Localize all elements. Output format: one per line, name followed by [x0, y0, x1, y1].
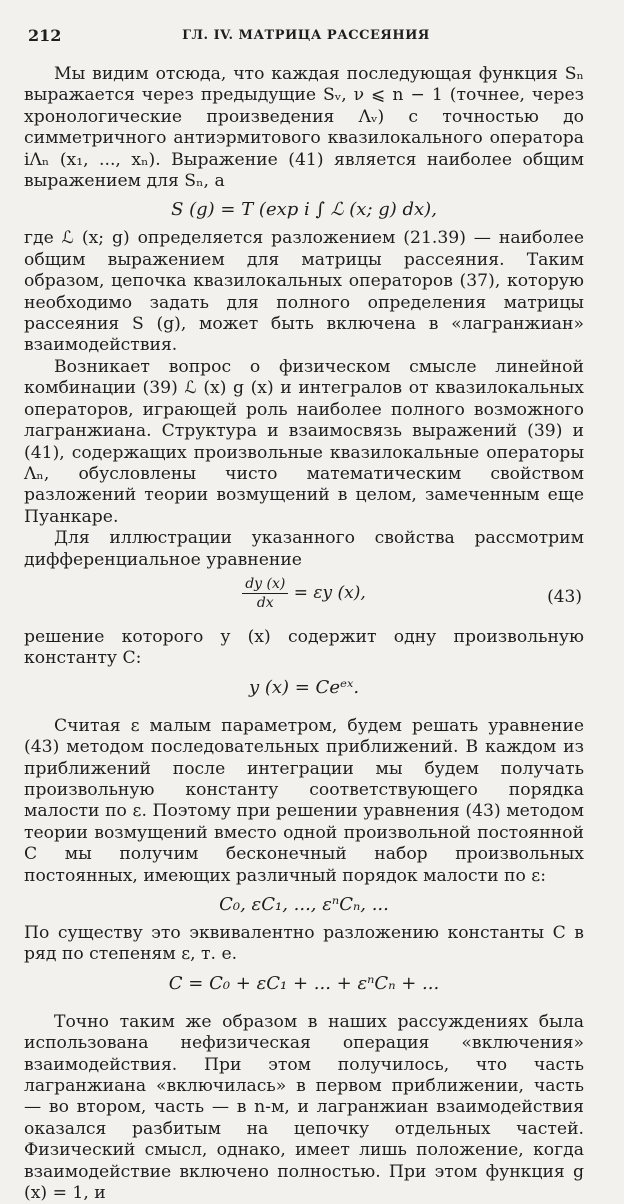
page-header [28, 26, 584, 48]
paragraph: Возникает вопрос о физическом смысле линейной комбинации (39) ℒ (x) g (x) и интегралов от квазилокальных операторов, играющей роль наиболее полного возможного лагранжиана. Структура и взаимосвязь выражений (39) и (41), содержащих произвольные квазилокальные операторы Λₙ, обусловлены чисто математическим свойством разложений теории возмущений в целом, замеченным еще Пуанкаре. [24, 356, 584, 527]
page-body [24, 64, 584, 1204]
paragraph: Точно таким же образом в наших рассуждениях была использована нефизическая операция «включения» взаимодействия. При этом получилось, что часть лагранжиана «включилась» в первом приближении, часть — во втором, часть — в n-м, и лагранжиан взаимодействия оказался разбитым на цепочку отдельных частей. Физический смысл, однако, имеет лишь положение, когда взаимодействие включено полностью. При этом функция g (x) = 1, и [24, 1011, 584, 1204]
paragraph: Считая ε малым параметром, будем решать уравнение (43) методом последовательных приближений. В каждом из приближений после интеграции мы будем получать произвольную константу соответствующего порядка малости по ε. Поэтому при решении уравнения (43) методом теории возмущений вместо одной произвольной постоянной C мы получим бесконечный набор произвольных постоянных, имеющих различный порядок малости по ε: [24, 715, 584, 886]
fraction-numerator: dy (x) [242, 575, 288, 594]
equation-rhs: = εy (x), [288, 582, 366, 603]
paragraph: где ℒ (x; g) определяется разложением (21.39) — наиболее общим выражением для матрицы рассеяния. Таким образом, цепочка квазилокальных операторов (37), которую необходимо задать для полного определения матрицы рассеяния S (g), может быть включена в «лагранжиан» взаимодействия. [24, 228, 584, 356]
derivative-fraction [242, 575, 288, 612]
paragraph: По существу это эквивалентно разложению константы C в ряд по степеням ε, т. е. [24, 923, 584, 965]
page-number: 212 [28, 26, 62, 45]
equation-43 [24, 575, 584, 623]
paragraph: решение которого y (x) содержит одну произвольную константу C: [24, 626, 584, 669]
formula-constant-series: C = C₀ + εC₁ + ... + εⁿCₙ + ... [168, 972, 440, 994]
formula-solution: y (x) = Ceᵉˣ. [248, 676, 360, 698]
paragraph: Мы видим отсюда, что каждая последующая функция Sₙ выражается через предыдущие Sᵥ, ν ⩽ n − 1 (точнее, через хронологические произведения Λᵥ) с точностью до симметричного антиэрмитового квазилокального оператора iΛₙ (x₁, ..., xₙ). Выражение (41) является наиболее общим выражением для Sₙ, а [24, 64, 584, 192]
running-title: ГЛ. IV. МАТРИЦА РАССЕЯНИЯ [182, 28, 430, 43]
fraction-denominator: dx [256, 594, 274, 611]
formula-constants-set: C₀, εC₁, ..., εⁿCₙ, ... [219, 894, 389, 915]
formula-scattering-matrix: S (g) = T (exp i ∫ ℒ (x; g) dx), [171, 199, 437, 221]
paragraph: Для иллюстрации указанного свойства рассмотрим дифференциальное уравнение [24, 528, 584, 570]
equation-number: (43) [547, 586, 582, 607]
